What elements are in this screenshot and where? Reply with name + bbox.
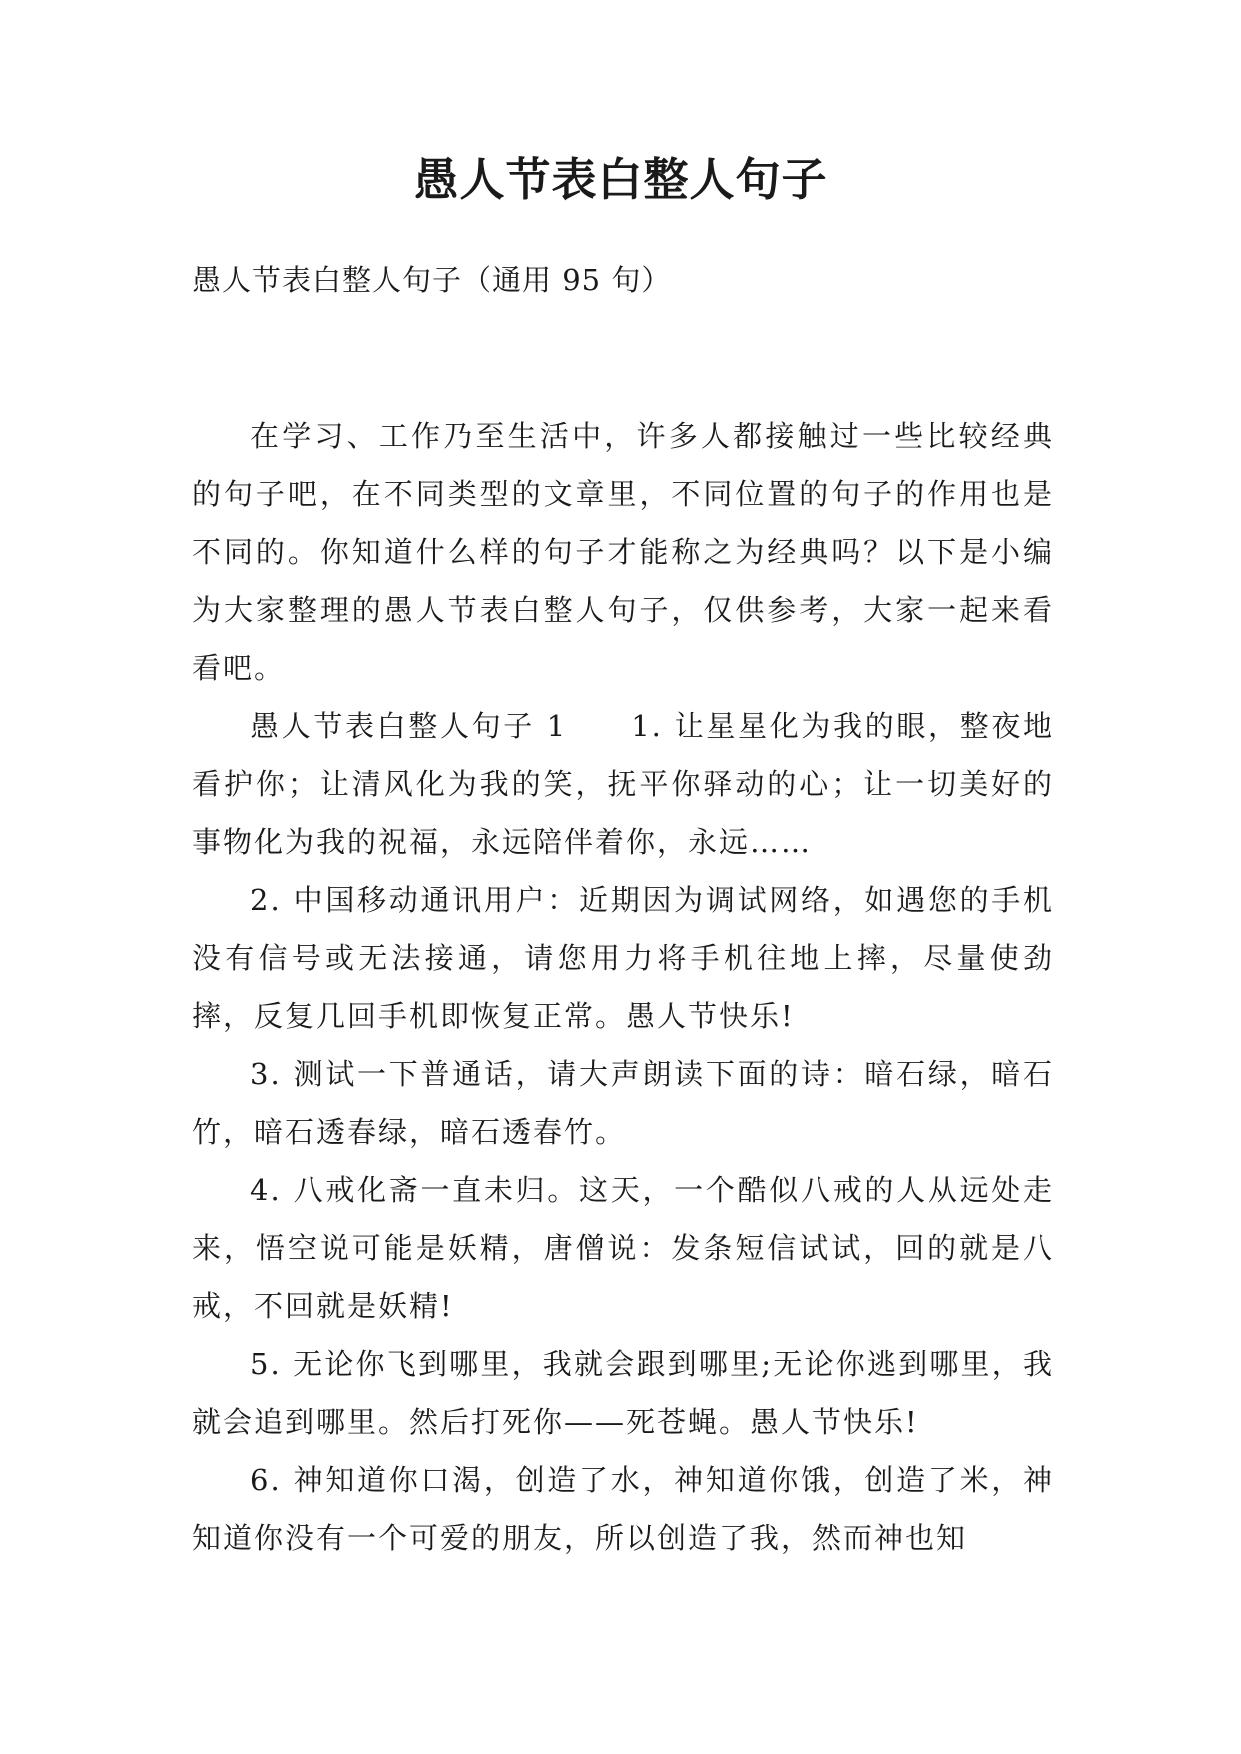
intro-paragraph: 在学习、工作乃至生活中，许多人都接触过一些比较经典的句子吧，在不同类型的文章里，不同位置的句子的作用也是不同的。你知道什么样的句子才能称之为经典吗？以下是小编为大家整理的愚人节表白整人句子，仅供参考，大家一起来看看吧。	[192, 419, 1054, 685]
paragraph-item-4: 4. 八戒化斋一直未归。这天，一个酷似八戒的人从远处走来，悟空说可能是妖精，唐僧说：发条短信试试，回的就是八戒，不回就是妖精!	[192, 1173, 1054, 1323]
paragraph-item-2: 2. 中国移动通讯用户：近期因为调试网络，如遇您的手机没有信号或无法接通，请您用力将手机往地上摔，尽量使劲摔，反复几回手机即恢复正常。愚人节快乐!	[192, 883, 1054, 1033]
document-title: 愚人节表白整人句子	[413, 153, 828, 206]
paragraph-item-5: 5. 无论你飞到哪里，我就会跟到哪里;无论你逃到哪里，我就会追到哪里。然后打死你——死苍蝇。愚人节快乐!	[192, 1347, 1054, 1439]
paragraph-item-3: 3. 测试一下普通话，请大声朗读下面的诗：暗石绿，暗石竹，暗石透春绿，暗石透春竹。	[192, 1057, 1054, 1149]
paragraph-item-1: 愚人节表白整人句子 1 1. 让星星化为我的眼，整夜地看护你；让清风化为我的笑，抚平你驿动的心；让一切美好的事物化为我的祝福，永远陪伴着你，永远……	[192, 709, 1054, 859]
document-body	[192, 407, 1054, 1567]
document-subtitle: 愚人节表白整人句子（通用 95 句）	[192, 263, 672, 297]
paragraph-item-6: 6. 神知道你口渴，创造了水，神知道你饿，创造了米，神知道你没有一个可爱的朋友，所以创造了我，然而神也知	[192, 1463, 1054, 1555]
